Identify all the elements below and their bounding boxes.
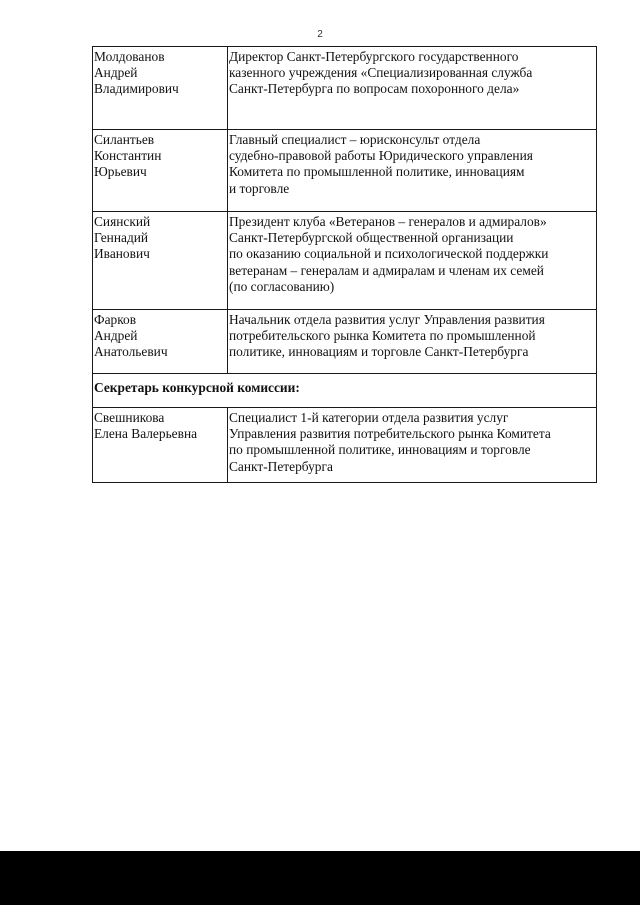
- secretary-position: Специалист 1-й категории отдела развития услуг Управления развития потребительского рынка Комитета по промышленной политике, инновациям и торговле Санкт-Петербурга: [228, 408, 597, 483]
- secretary-name: Свешникова Елена Валерьевна: [93, 408, 228, 483]
- member-name: Сиянский Геннадий Иванович: [93, 212, 228, 310]
- member-name: Молдованов Андрей Владимирович: [93, 47, 228, 130]
- table-row: [93, 408, 597, 483]
- table-row: [93, 310, 597, 374]
- table-row: [93, 130, 597, 212]
- table-row: [93, 212, 597, 310]
- member-position: Главный специалист – юрисконсульт отдела судебно-правовой работы Юридического управления Комитета по промышленной политике, инновациям и торговле: [228, 130, 597, 212]
- secretary-heading: Секретарь конкурсной комиссии:: [93, 374, 597, 408]
- member-name: Силантьев Константин Юрьевич: [93, 130, 228, 212]
- member-position: Президент клуба «Ветеранов – генералов и адмиралов» Санкт-Петербургской общественной организации по оказанию социальной и психологической поддержки ветеранам – генералам и адмиралам и членам их семей (по согласованию): [228, 212, 597, 310]
- member-position: Начальник отдела развития услуг Управления развития потребительского рынка Комитета по промышленной политике, инновациям и торговле Санкт-Петербурга: [228, 310, 597, 374]
- table-row: [93, 47, 597, 130]
- member-name: Фарков Андрей Анатольевич: [93, 310, 228, 374]
- scan-edge-bar: [0, 851, 640, 905]
- member-position: Директор Санкт-Петербургского государственного казенного учреждения «Специализированная служба Санкт-Петербурга по вопросам похоронного дела»: [228, 47, 597, 130]
- table-row: [93, 374, 597, 408]
- page-number: 2: [317, 29, 323, 40]
- commission-table: [92, 46, 597, 483]
